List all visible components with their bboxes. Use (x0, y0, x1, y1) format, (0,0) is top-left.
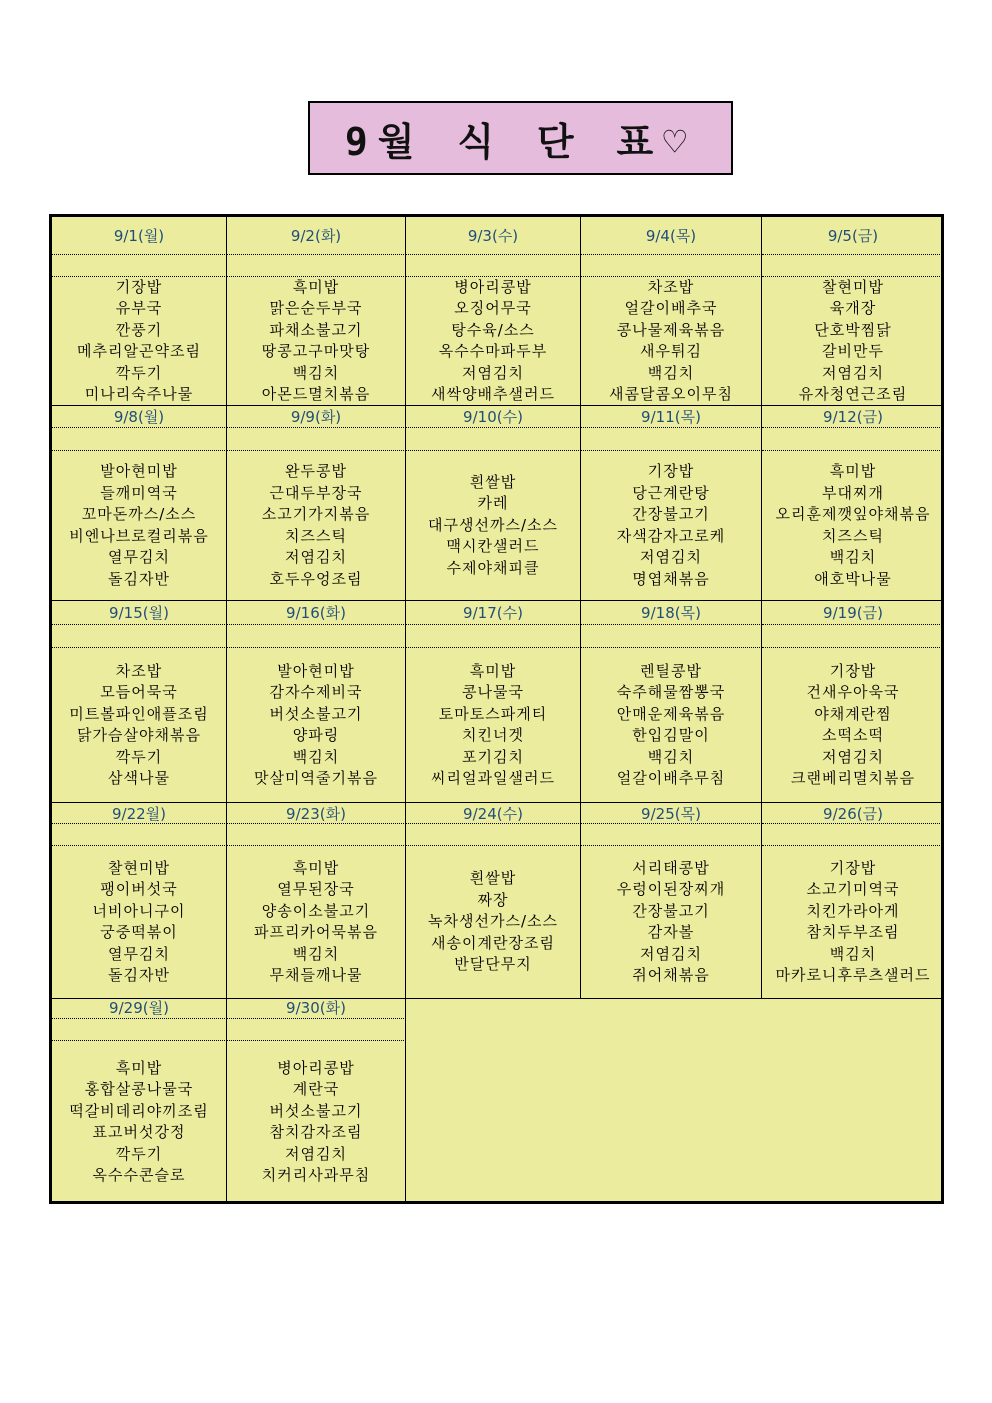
day-menu (406, 648, 581, 803)
menu-item: 기장밥 (829, 858, 877, 877)
menu-item: 파채소불고기 (269, 320, 363, 339)
menu-item: 꼬마돈까스/소스 (81, 505, 197, 523)
day-date: 9/2(화) (227, 217, 406, 255)
menu-item: 메추리알곤약조림 (77, 342, 201, 360)
day-blank-row (762, 824, 944, 846)
day-menu (227, 648, 406, 803)
menu-item: 서리태콩밥 (632, 858, 710, 877)
menu-item: 궁중떡볶이 (100, 923, 178, 941)
menu-item: 백김치 (292, 944, 340, 963)
day-menu (581, 648, 762, 803)
menu-item: 무채들깨나물 (269, 966, 363, 984)
menu-item: 병아리콩밥 (454, 277, 532, 296)
day-menu (52, 1041, 227, 1203)
menu-item: 숙주해물짬뽕국 (616, 683, 726, 701)
menu-item: 맑은순두부국 (269, 299, 363, 317)
menu-item: 크랜베리멸치볶음 (791, 769, 915, 787)
menu-item: 애호박나물 (814, 569, 892, 588)
menu-item: 얼갈이배추무침 (616, 769, 726, 787)
menu-item: 소고기가지볶음 (261, 505, 371, 523)
menu-item: 수제야채피클 (446, 558, 540, 577)
menu-item: 오리훈제깻잎야채볶음 (775, 505, 931, 523)
menu-item: 저염김치 (285, 548, 347, 566)
day-blank-row (581, 255, 762, 277)
menu-item: 새콤달콤오이무침 (609, 385, 733, 403)
menu-item: 비엔나브로컬리볶음 (69, 526, 209, 545)
menu-item: 자색감자고로케 (616, 526, 726, 545)
menu-item: 치즈스틱 (285, 526, 347, 545)
day-blank-row (52, 824, 227, 846)
menu-item: 명엽채볶음 (632, 569, 710, 588)
menu-item: 새우튀김 (640, 342, 702, 360)
menu-item: 홍합살콩나물국 (84, 1080, 194, 1098)
day-date: 9/29(월) (52, 997, 227, 1019)
menu-item: 맥시칸샐러드 (446, 537, 540, 556)
menu-item: 버섯소불고기 (269, 704, 363, 723)
menu-item: 팽이버섯국 (100, 880, 178, 898)
menu-item: 씨리얼과일샐러드 (431, 769, 555, 787)
title-box (308, 101, 733, 175)
menu-item: 맛살미역줄기볶음 (254, 769, 378, 787)
menu-item: 옥수수콘슬로 (92, 1166, 186, 1184)
menu-item: 저염김치 (462, 363, 524, 382)
menu-item: 치킨너겟 (462, 726, 524, 744)
menu-item: 흑미밥 (829, 462, 877, 480)
day-menu (762, 277, 944, 406)
menu-item: 소떡소떡 (822, 726, 884, 744)
day-blank-row (227, 824, 406, 846)
menu-item: 야채계란찜 (814, 704, 892, 723)
day-menu (52, 648, 227, 803)
day-menu (227, 277, 406, 406)
day-menu (581, 846, 762, 999)
menu-item: 흑미밥 (115, 1058, 163, 1077)
menu-item: 쥐어채볶음 (632, 966, 710, 984)
menu-item: 우렁이된장찌개 (616, 880, 726, 898)
menu-item: 발아현미밥 (100, 462, 178, 480)
day-menu (227, 1041, 406, 1203)
menu-item: 들깨미역국 (100, 483, 178, 502)
day-date: 9/10(수) (406, 406, 581, 428)
menu-item: 렌틸콩밥 (640, 661, 702, 680)
day-menu (762, 451, 944, 601)
menu-item: 간장불고기 (632, 901, 710, 920)
day-date: 9/8(월) (52, 406, 227, 428)
menu-item: 발아현미밥 (277, 661, 355, 680)
menu-item: 열무된장국 (277, 880, 355, 898)
menu-item: 흰쌀밥 (469, 472, 517, 491)
menu-item: 갈비만두 (822, 342, 884, 360)
day-blank-row (762, 625, 944, 648)
day-menu (581, 277, 762, 406)
menu-item: 저염김치 (640, 548, 702, 566)
day-menu (52, 451, 227, 601)
menu-item: 얼갈이배추국 (624, 299, 718, 317)
menu-item: 단호박찜닭 (814, 320, 892, 339)
day-menu (581, 451, 762, 601)
menu-item: 녹차생선가스/소스 (428, 912, 558, 931)
day-date: 9/9(화) (227, 406, 406, 428)
menu-item: 미트볼파인애플조림 (69, 704, 209, 723)
menu-item: 닭가슴살야채볶음 (77, 726, 201, 744)
menu-item: 흑미밥 (292, 858, 340, 877)
menu-item: 파프리카어묵볶음 (254, 923, 378, 941)
page-title: 9월 식 단 표♡ (344, 119, 697, 164)
menu-item: 기장밥 (647, 462, 695, 480)
day-menu (52, 846, 227, 999)
menu-item: 간장불고기 (632, 505, 710, 523)
day-blank-row (406, 824, 581, 846)
menu-table (49, 214, 944, 1204)
menu-item: 흰쌀밥 (469, 869, 517, 888)
menu-item: 돌김자반 (108, 569, 170, 588)
menu-item: 표고버섯강정 (92, 1123, 186, 1141)
day-date: 9/24(수) (406, 803, 581, 824)
menu-item: 토마토스파게티 (438, 704, 548, 723)
menu-item: 근대두부장국 (269, 483, 363, 502)
menu-item: 감자수제비국 (269, 683, 363, 701)
day-menu (227, 846, 406, 999)
menu-item: 콩나물국 (462, 683, 524, 701)
day-date: 9/19(금) (762, 601, 944, 625)
day-date: 9/11(목) (581, 406, 762, 428)
menu-item: 탕수육/소스 (451, 320, 535, 339)
menu-item: 콩나물제육볶음 (616, 320, 726, 339)
menu-item: 치킨가라아게 (806, 901, 900, 920)
day-blank-row (52, 255, 227, 277)
day-date: 9/26(금) (762, 803, 944, 824)
day-date: 9/3(수) (406, 217, 581, 255)
day-date: 9/22월) (52, 803, 227, 824)
day-blank-row (52, 625, 227, 648)
menu-item: 저염김치 (285, 1144, 347, 1163)
menu-item: 소고기미역국 (806, 880, 900, 898)
menu-item: 유자청연근조림 (798, 385, 908, 403)
menu-item: 깐풍기 (115, 320, 163, 339)
day-blank-row (52, 428, 227, 451)
day-menu (227, 451, 406, 601)
menu-item: 백김치 (647, 747, 695, 766)
menu-item: 백김치 (292, 363, 340, 382)
day-blank-row (227, 1019, 406, 1041)
menu-item: 한입김말이 (632, 726, 710, 744)
menu-item: 새싹양배추샐러드 (431, 385, 555, 403)
menu-item: 짜장 (477, 890, 509, 909)
menu-item: 차조밥 (115, 661, 163, 680)
menu-item: 완두콩밥 (285, 462, 347, 480)
menu-item: 마카로니후루츠샐러드 (775, 966, 931, 984)
menu-item: 기장밥 (829, 661, 877, 680)
menu-item: 치커리사과무침 (261, 1166, 371, 1184)
menu-item: 참치두부조림 (806, 923, 900, 941)
menu-item: 카레 (477, 494, 509, 513)
menu-item: 차조밥 (647, 277, 695, 296)
menu-item: 아몬드멸치볶음 (261, 385, 371, 403)
day-date: 9/15(월) (52, 601, 227, 625)
menu-item: 옥수수마파두부 (438, 342, 548, 360)
menu-item: 기장밥 (115, 277, 163, 296)
menu-item: 버섯소불고기 (269, 1101, 363, 1120)
day-blank-row (406, 625, 581, 648)
menu-item: 참치감자조림 (269, 1123, 363, 1141)
menu-item: 백김치 (292, 747, 340, 766)
day-blank-row (406, 255, 581, 277)
menu-item: 깍두기 (115, 363, 163, 382)
menu-item: 깍두기 (115, 747, 163, 766)
menu-item: 저염김치 (822, 747, 884, 766)
day-date: 9/4(목) (581, 217, 762, 255)
day-blank-row (581, 428, 762, 451)
menu-item: 계란국 (292, 1080, 340, 1098)
menu-item: 오징어무국 (454, 299, 532, 317)
day-date: 9/17(수) (406, 601, 581, 625)
menu-item: 찰현미밥 (822, 277, 884, 296)
day-blank-row (227, 625, 406, 648)
menu-item: 새송이계란장조림 (431, 933, 555, 952)
menu-item: 열무김치 (108, 944, 170, 963)
day-blank-row (762, 428, 944, 451)
menu-item: 호두우엉조림 (269, 569, 363, 588)
menu-item: 삼색나물 (108, 769, 170, 787)
menu-item: 저염김치 (640, 944, 702, 963)
day-blank-row (762, 255, 944, 277)
day-date: 9/18(목) (581, 601, 762, 625)
menu-item: 백김치 (829, 548, 877, 566)
menu-item: 병아리콩밥 (277, 1058, 355, 1077)
day-blank-row (406, 428, 581, 451)
menu-item: 포기김치 (462, 747, 524, 766)
menu-item: 저염김치 (822, 363, 884, 382)
day-blank-row (581, 824, 762, 846)
menu-item: 대구생선까스/소스 (428, 515, 558, 534)
menu-item: 안매운제육볶음 (616, 704, 726, 723)
menu-item: 땅콩고구마맛탕 (261, 342, 371, 360)
menu-item: 당근계란탕 (632, 483, 710, 502)
menu-item: 백김치 (829, 944, 877, 963)
day-menu (762, 846, 944, 999)
day-menu (762, 648, 944, 803)
day-menu (406, 846, 581, 999)
menu-item: 모듬어묵국 (100, 683, 178, 701)
day-menu (52, 277, 227, 406)
day-menu (406, 451, 581, 601)
menu-item: 깍두기 (115, 1144, 163, 1163)
day-blank-row (227, 428, 406, 451)
day-blank-row (227, 255, 406, 277)
day-date: 9/12(금) (762, 406, 944, 428)
day-blank-row (581, 625, 762, 648)
menu-item: 찰현미밥 (108, 858, 170, 877)
menu-item: 열무김치 (108, 548, 170, 566)
menu-item: 감자볼 (647, 923, 695, 941)
menu-item: 돌김자반 (108, 966, 170, 984)
day-date: 9/1(월) (52, 217, 227, 255)
menu-item: 흑미밥 (469, 661, 517, 680)
day-menu (406, 277, 581, 406)
menu-item: 치즈스틱 (822, 526, 884, 545)
menu-item: 떡갈비데리야끼조림 (69, 1101, 209, 1120)
menu-item: 반달단무지 (454, 955, 532, 974)
menu-item: 양송이소불고기 (261, 901, 371, 920)
menu-item: 흑미밥 (292, 277, 340, 296)
day-date: 9/25(목) (581, 803, 762, 824)
menu-item: 양파링 (292, 726, 340, 744)
day-date: 9/5(금) (762, 217, 944, 255)
menu-item: 너비아니구이 (92, 901, 186, 920)
day-date: 9/16(화) (227, 601, 406, 625)
menu-item: 유부국 (115, 299, 163, 317)
menu-item: 건새우아욱국 (806, 683, 900, 701)
day-blank-row (52, 1019, 227, 1041)
menu-item: 육개장 (829, 299, 877, 317)
day-date: 9/23(화) (227, 803, 406, 824)
menu-item: 백김치 (647, 363, 695, 382)
menu-item: 부대찌개 (822, 483, 884, 502)
day-date: 9/30(화) (227, 997, 406, 1019)
menu-item: 미나리숙주나물 (84, 385, 194, 403)
